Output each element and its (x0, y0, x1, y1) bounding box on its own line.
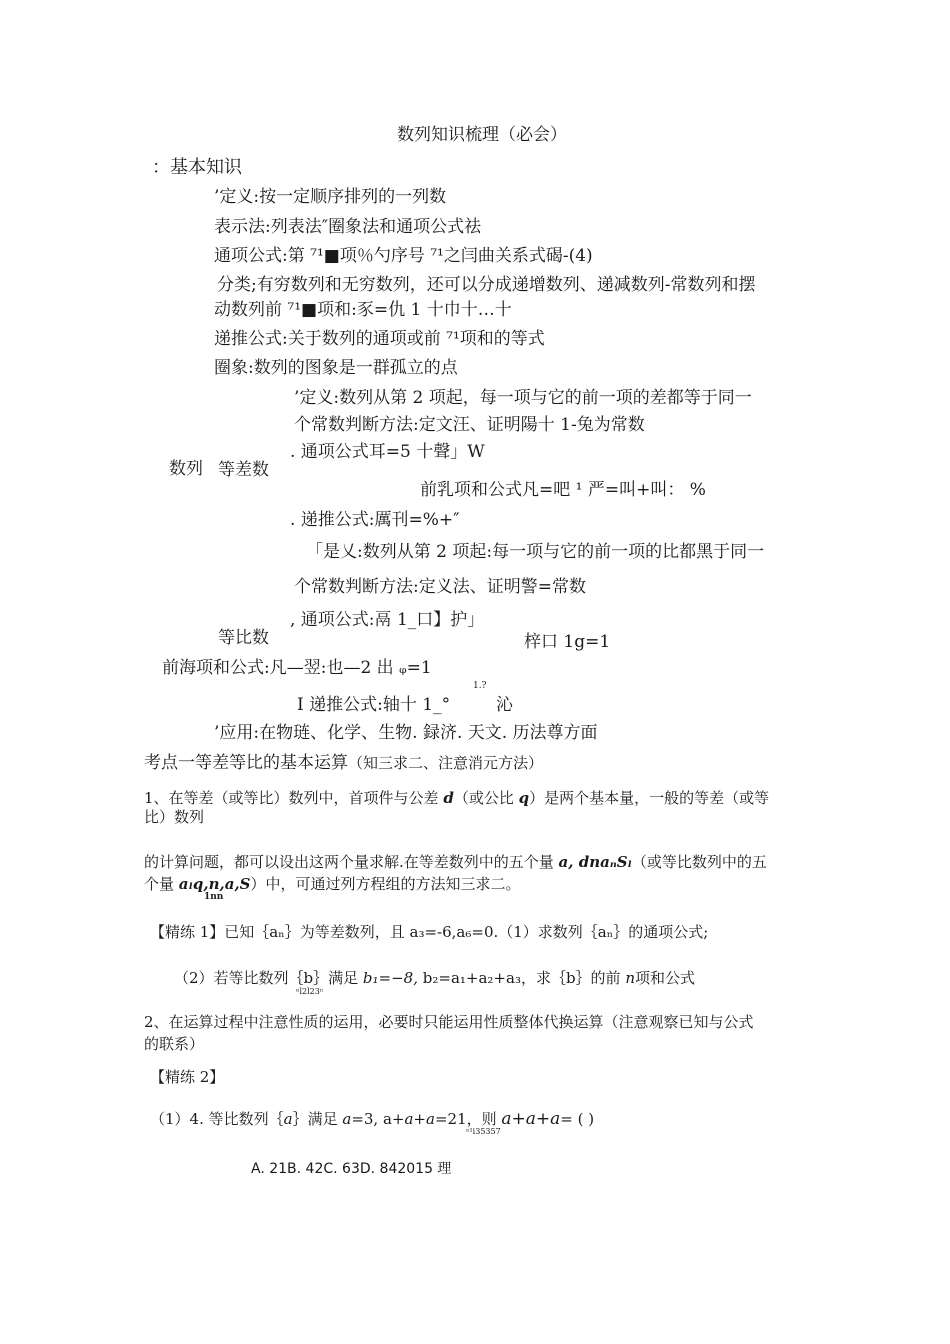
geometric-small-label: 1.? (473, 681, 487, 691)
exercise2-q-e: a+a (404, 1110, 435, 1128)
point1-line4-a: 个量 (144, 875, 179, 893)
basic-classification-line2: 动数列前 ⁷¹■项和:豕=仇 1 十巾十…十 (214, 300, 512, 320)
point1-line4-b: ）中，可通过列方程组的方法知三求二。 (250, 875, 521, 893)
exercise2-q-h: = ( ) (560, 1110, 595, 1128)
exercise2-question (150, 1108, 594, 1130)
label-sequence: 数列 (169, 459, 203, 479)
point1-line4-vars: aₗq,n,a,S (178, 875, 251, 893)
basic-recursive-formula: 递推公式:关于数列的通项或前 ⁷¹项和的等式 (214, 329, 545, 349)
geometric-sum: 前海项和公式:凡—翌:也—2 出 ᵩ=1 (162, 658, 432, 678)
section-basic-knowledge: ：基本知识 (152, 157, 242, 178)
point1-line3 (144, 851, 767, 873)
point2-line1: 2、在运算过程中注意性质的运用，必要时只能运用性质整体代换运算（注意观察已知与公式 (144, 1013, 754, 1031)
point1-line4-subscript: 1nn (204, 892, 224, 902)
exercise2-q-f: =21，则 (434, 1110, 502, 1128)
geometric-judgement: 个常数判断方法:定义法、证明警=常数 (294, 577, 586, 597)
point1-var-d: d (443, 789, 454, 807)
geometric-recursive: I 递推公式:轴十 1_° (297, 695, 451, 715)
exercise2-q-b: ｝满足 (292, 1110, 343, 1128)
point1-line4 (144, 873, 521, 895)
point1-line1 (144, 787, 769, 809)
exercise2-q-a: （1）4. 等比数列｛ (150, 1110, 284, 1128)
geometric-note: 梓口 1g=1 (524, 632, 611, 652)
basic-definition: ’定义:按一定顺序排列的一列数 (214, 187, 447, 207)
arithmetic-sum: 前乳项和公式凡=吧 ¹ 严=叫+叫： % (420, 480, 706, 500)
point1-line1-b: （或公比 (453, 789, 519, 807)
kaodian-title-note: （知三求二、注意消元方法） (348, 754, 544, 772)
exercise2-q-c: a (342, 1110, 352, 1128)
point1-line3-vars: a, dnaₙSₗ (558, 853, 632, 871)
point1-line3-a: 的计算问题，都可以设出这两个量求解.在等差数列中的五个量 (144, 853, 559, 871)
geometric-definition: 「是乂:数列从第 2 项起:每一项与它的前一项的比都黑于同一 (306, 542, 765, 562)
basic-representation: 表示法:列表法″圈象法和通项公式祛 (214, 217, 482, 237)
point1-line1-a: 1、在等差（或等比）数列中，首项件与公差 (144, 789, 444, 807)
exercise2-subscript: ⁿ¹i35357 (466, 1127, 501, 1136)
exercise1-line2-a: （2）若等比数列｛b｝满足 (174, 969, 363, 987)
exercise2-q-g: a+a+a (501, 1109, 561, 1129)
exercise1-line2-c: b₂=a₁+a₂+a₃，求｛b｝的前 (418, 969, 626, 987)
point1-line2: 比）数列 (144, 808, 205, 826)
exercise2-options: A. 21B. 42C. 63D. 842015 理 (251, 1161, 452, 1177)
basic-general-term: 通项公式:第 ⁷¹■项％勺序号 ⁷¹之闫曲关系式碣-(4) (214, 246, 593, 266)
basic-graph: 圈象:数列的图象是一群孤立的点 (214, 358, 458, 378)
page-title: 数列知识梳理（必会） (397, 125, 567, 145)
point1-var-q: q (518, 789, 530, 807)
arithmetic-recursive: . 递推公式:厲刊=%+″ (290, 510, 460, 530)
exercise1-var-n: n (625, 969, 635, 987)
arithmetic-general-term: . 通项公式耳=5 十聲」W (290, 442, 485, 462)
exercise2-q-d: =3, a+ (351, 1110, 405, 1128)
exercise1-subscript: ⁿl2l23ⁿ (296, 987, 324, 996)
point1-line3-b: （或等比数列中的五 (631, 853, 767, 871)
label-geometric: 等比数 (218, 628, 269, 648)
geometric-general-term: , 通项公式:鬲 1_口】护」 (290, 610, 485, 630)
kaodian-title-main: 考点一等差等比的基本运算 (144, 753, 348, 773)
exercise2-q-var-a: a (283, 1110, 293, 1128)
arithmetic-definition: ’定义:数列从第 2 项起，每一项与它的前一项的差都等于同一 (294, 388, 752, 408)
geometric-recursive-tail: 沁 (496, 695, 513, 715)
point1-line1-c: ）是两个基本量，一般的等差（或等 (529, 789, 770, 807)
kaodian-title (144, 752, 543, 774)
exercise1-line2-d: 项和公式 (635, 969, 696, 987)
arithmetic-judgement: 个常数判断方法:定文汪、证明陽十 1-兔为常数 (294, 415, 645, 435)
exercise2-title: 【精练 2】 (150, 1068, 225, 1086)
label-arithmetic: 等差数 (218, 460, 269, 480)
basic-classification-line1: 分类;有穷数列和无穷数列，还可以分成递增数列、递减数列-常数列和摆 (217, 275, 756, 295)
point2-line2: 的联系） (144, 1035, 205, 1053)
exercise1-line1: 【精练 1】已知｛aₙ｝为等差数列，且 a₃=-6,a₆=0.（1）求数列｛aₙ｝的通项公式; (150, 923, 709, 941)
exercise1-b1: b₁=−8, (362, 969, 418, 987)
application: ’应用:在物琏、化学、生物. 録济. 天文. 历法尊方面 (214, 723, 598, 743)
exercise1-line2 (174, 967, 695, 989)
